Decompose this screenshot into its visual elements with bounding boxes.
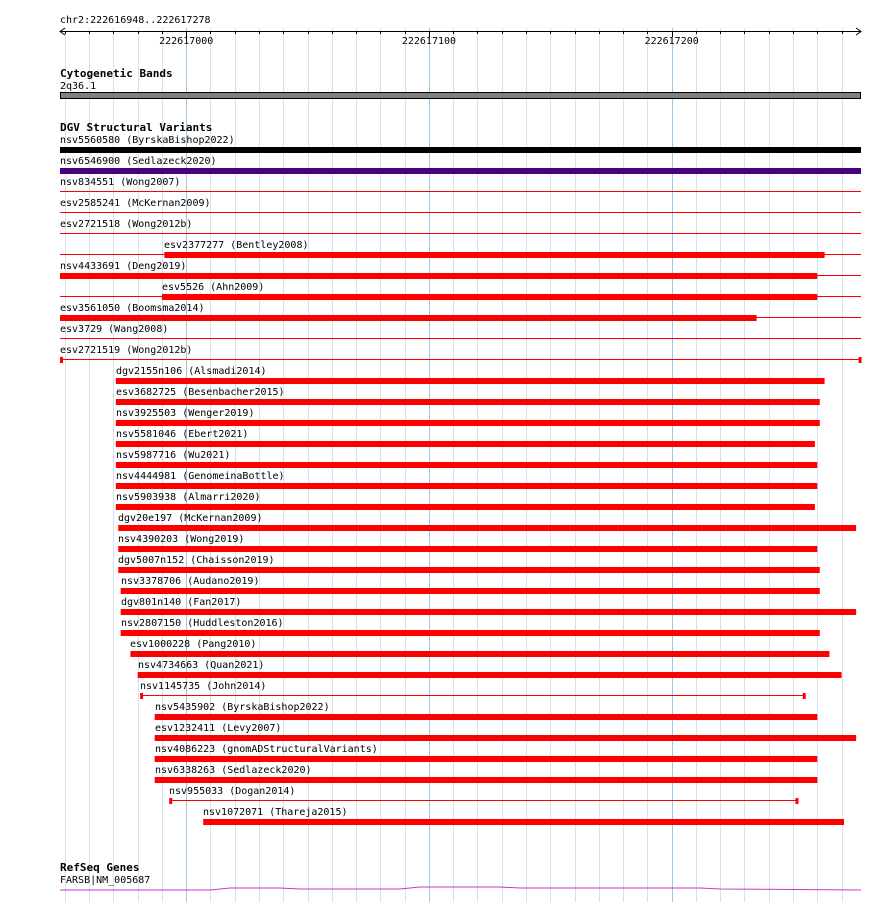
- feature-bar: [121, 609, 856, 615]
- feature-label: nsv5560580 (ByrskaBishop2022): [60, 135, 235, 146]
- feature-label: dgv801n140 (Fan2017): [121, 597, 242, 608]
- feature-glyph: [0, 407, 890, 428]
- feature-glyph: [0, 785, 890, 806]
- feature-label: nsv1145735 (John2014): [140, 681, 267, 692]
- feature-glyph: [0, 302, 890, 323]
- dgv-feature[interactable]: [0, 386, 890, 407]
- feature-glyph: [0, 344, 890, 365]
- feature-label: nsv5435902 (ByrskaBishop2022): [155, 702, 330, 713]
- dgv-feature[interactable]: [0, 785, 890, 806]
- dgv-feature[interactable]: [0, 575, 890, 596]
- feature-bar: [121, 588, 820, 594]
- cytoband-track-title: Cytogenetic Bands: [60, 67, 173, 80]
- feature-bar: [155, 777, 818, 783]
- dgv-feature[interactable]: [0, 680, 890, 701]
- feature-glyph: [0, 218, 890, 239]
- feature-bar: [116, 378, 825, 384]
- feature-glyph: [0, 617, 890, 638]
- feature-glyph: [0, 323, 890, 344]
- feature-bar: [138, 672, 842, 678]
- feature-glyph: [0, 701, 890, 722]
- feature-bar: [116, 441, 815, 447]
- dgv-feature[interactable]: [0, 302, 890, 323]
- gene-label[interactable]: FARSB|NM_005687: [60, 875, 151, 886]
- dgv-feature[interactable]: [0, 512, 890, 533]
- feature-glyph: [0, 449, 890, 470]
- feature-bar: [140, 693, 143, 699]
- feature-label: nsv6546900 (Sedlazeck2020): [60, 156, 217, 167]
- dgv-feature[interactable]: [0, 554, 890, 575]
- ruler-tick-label: 222617200: [644, 36, 699, 47]
- ruler-tick-label: 222617000: [159, 36, 214, 47]
- feature-label: esv3682725 (Besenbacher2015): [116, 387, 285, 398]
- dgv-feature[interactable]: [0, 722, 890, 743]
- feature-label: esv1000228 (Pang2010): [130, 639, 257, 650]
- dgv-feature[interactable]: [0, 407, 890, 428]
- feature-glyph: [0, 575, 890, 596]
- feature-label: nsv6338263 (Sedlazeck2020): [155, 765, 312, 776]
- dgv-feature[interactable]: [0, 491, 890, 512]
- feature-bar: [169, 798, 172, 804]
- feature-glyph: [0, 197, 890, 218]
- feature-glyph: [0, 176, 890, 197]
- feature-bar: [162, 294, 817, 300]
- feature-label: esv2721519 (Wong2012b): [60, 345, 193, 356]
- feature-label: nsv955033 (Dogan2014): [169, 786, 296, 797]
- feature-glyph: [0, 659, 890, 680]
- feature-glyph: [0, 281, 890, 302]
- dgv-feature[interactable]: [0, 281, 890, 302]
- feature-label: esv3729 (Wang2008): [60, 324, 169, 335]
- feature-glyph: [0, 533, 890, 554]
- feature-label: esv2721518 (Wong2012b): [60, 219, 193, 230]
- feature-glyph: [0, 365, 890, 386]
- dgv-feature[interactable]: [0, 617, 890, 638]
- gene-feature[interactable]: [0, 882, 890, 896]
- feature-bar: [130, 651, 829, 657]
- dgv-feature[interactable]: [0, 365, 890, 386]
- feature-label: dgv20e197 (McKernan2009): [118, 513, 263, 524]
- feature-label: nsv834551 (Wong2007): [60, 177, 181, 188]
- feature-bar: [116, 399, 820, 405]
- dgv-feature[interactable]: [0, 428, 890, 449]
- cytoband-label: 2q36.1: [60, 81, 97, 92]
- dgv-feature[interactable]: [0, 155, 890, 176]
- feature-bar: [859, 357, 862, 363]
- ruler-tick-label: 222617100: [401, 36, 457, 47]
- feature-glyph: [0, 491, 890, 512]
- dgv-feature[interactable]: [0, 344, 890, 365]
- feature-bar: [116, 483, 817, 489]
- gene-line: [60, 887, 861, 890]
- dgv-feature[interactable]: [0, 197, 890, 218]
- dgv-feature[interactable]: [0, 659, 890, 680]
- dgv-feature[interactable]: [0, 176, 890, 197]
- feature-glyph: [0, 386, 890, 407]
- dgv-feature[interactable]: [0, 134, 890, 155]
- dgv-track-title: DGV Structural Variants: [60, 121, 213, 134]
- feature-glyph: [0, 554, 890, 575]
- feature-glyph: [0, 134, 890, 155]
- feature-label: esv1232411 (Levy2007): [155, 723, 282, 734]
- feature-glyph: [0, 722, 890, 743]
- feature-glyph: [0, 260, 890, 281]
- feature-label: nsv3925503 (Wenger2019): [116, 408, 255, 419]
- refseq-track-title: RefSeq Genes: [60, 861, 140, 874]
- feature-glyph: [0, 239, 890, 260]
- feature-label: nsv1072071 (Thareja2015): [203, 807, 348, 818]
- feature-bar: [60, 168, 861, 174]
- position-label: chr2:222616948..222617278: [60, 15, 211, 26]
- feature-glyph: [0, 638, 890, 659]
- feature-bar: [60, 315, 757, 321]
- feature-bar: [155, 756, 818, 762]
- feature-label: dgv5007n152 (Chaisson2019): [118, 555, 275, 566]
- dgv-feature[interactable]: [0, 806, 890, 827]
- feature-label: esv5526 (Ahn2009): [162, 282, 265, 293]
- dgv-feature[interactable]: [0, 764, 890, 785]
- feature-bar: [118, 525, 856, 531]
- feature-glyph: [0, 512, 890, 533]
- feature-label: nsv5581046 (Ebert2021): [116, 429, 249, 440]
- dgv-feature[interactable]: [0, 533, 890, 554]
- feature-bar: [164, 252, 824, 258]
- dgv-feature[interactable]: [0, 239, 890, 260]
- dgv-feature[interactable]: [0, 449, 890, 470]
- feature-bar: [60, 357, 63, 363]
- feature-bar: [203, 819, 844, 825]
- feature-bar: [803, 693, 806, 699]
- feature-label: nsv4390203 (Wong2019): [118, 534, 245, 545]
- feature-label: nsv5903938 (Almarri2020): [116, 492, 261, 503]
- feature-glyph: [0, 764, 890, 785]
- feature-label: nsv4433691 (Deng2019): [60, 261, 187, 272]
- dgv-feature[interactable]: [0, 470, 890, 491]
- dgv-feature[interactable]: [0, 701, 890, 722]
- feature-bar: [60, 273, 817, 279]
- feature-glyph: [0, 596, 890, 617]
- feature-glyph: [0, 470, 890, 491]
- feature-glyph: [0, 743, 890, 764]
- feature-glyph: [0, 806, 890, 827]
- dgv-feature[interactable]: [0, 743, 890, 764]
- feature-bar: [155, 714, 818, 720]
- feature-label: nsv2807150 (Huddleston2016): [121, 618, 284, 629]
- dgv-feature[interactable]: [0, 323, 890, 344]
- feature-label: esv2377277 (Bentley2008): [164, 240, 309, 251]
- feature-label: dgv2155n106 (Alsmadi2014): [116, 366, 267, 377]
- dgv-feature[interactable]: [0, 218, 890, 239]
- feature-bar: [155, 735, 856, 741]
- feature-label: nsv4444981 (GenomeinaBottle): [116, 471, 285, 482]
- dgv-feature[interactable]: [0, 596, 890, 617]
- cytoband-bar[interactable]: [60, 92, 861, 99]
- feature-label: nsv4734663 (Quan2021): [138, 660, 265, 671]
- feature-bar: [116, 462, 817, 468]
- feature-label: esv3561050 (Boomsma2014): [60, 303, 205, 314]
- feature-bar: [116, 504, 815, 510]
- feature-bar: [60, 147, 861, 153]
- coordinate-ruler[interactable]: [0, 20, 890, 70]
- feature-glyph: [0, 680, 890, 701]
- feature-bar: [121, 630, 820, 636]
- dgv-feature[interactable]: [0, 638, 890, 659]
- dgv-feature[interactable]: [0, 260, 890, 281]
- feature-label: nsv3378706 (Audano2019): [121, 576, 260, 587]
- feature-bar: [116, 420, 820, 426]
- feature-bar: [118, 567, 819, 573]
- feature-bar: [795, 798, 798, 804]
- feature-bar: [118, 546, 817, 552]
- feature-label: nsv4086223 (gnomADStructuralVariants): [155, 744, 378, 755]
- feature-label: esv2585241 (McKernan2009): [60, 198, 211, 209]
- feature-label: nsv5987716 (Wu2021): [116, 450, 231, 461]
- feature-glyph: [0, 155, 890, 176]
- feature-glyph: [0, 428, 890, 449]
